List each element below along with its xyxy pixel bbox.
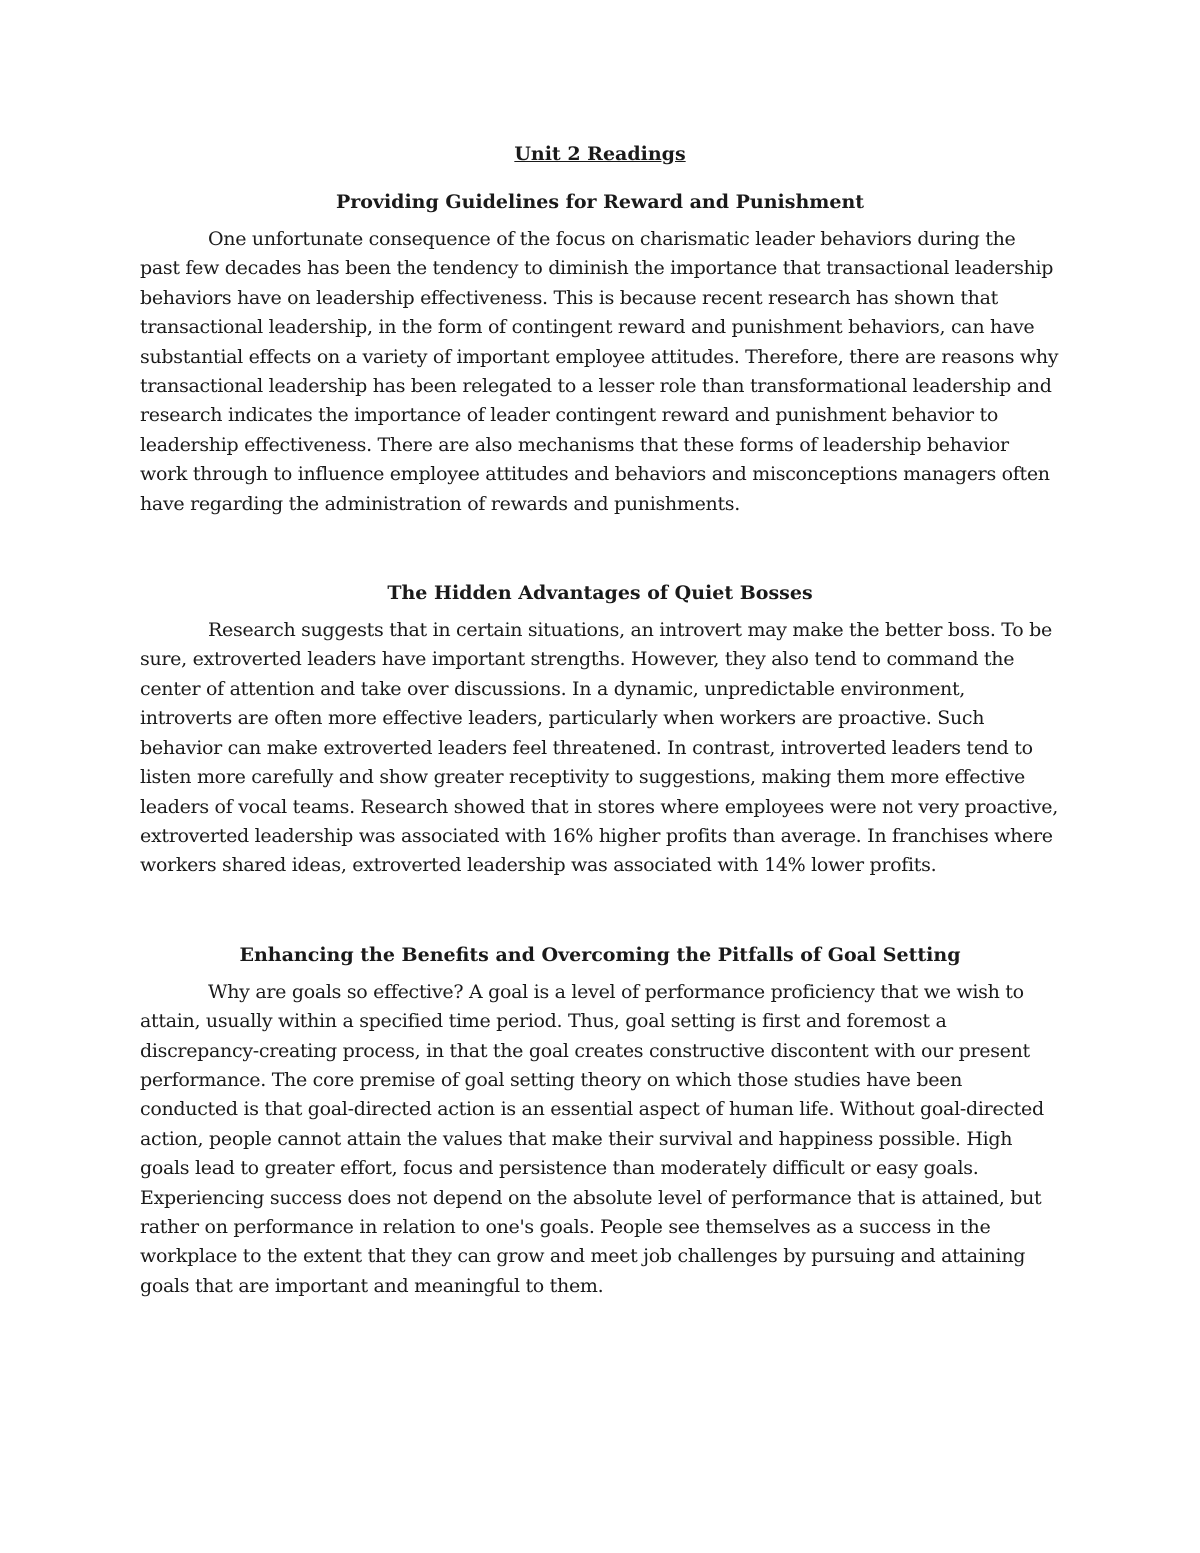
document-title: Unit 2 Readings [514,143,686,165]
section-heading: Enhancing the Benefits and Overcoming the Pitfalls of Goal Setting [239,943,961,966]
section-paragraph: Why are goals so effective? A goal is a level of performance proficiency that we wish to attain, usually within a specified time period. Thus, goal setting is first and foremost a discrepancy-creating process, in that the goal creates constructive discontent with our present performance. The core premise of goal setting theory on which those studies have been conducted is that goal-directed action is an essential aspect of human life. Without goal-directed action, people cannot attain the values that make their survival and happiness possible. High goals lead to greater effort, focus and persistence than moderately difficult or easy goals. Experiencing success does not depend on the absolute level of performance that is attained, but rather on performance in relation to one's goals. People see themselves as a success in the workplace to the extent that they can grow and meet job challenges by pursuing and attaining goals that are important and meaningful to them. [140,980,1044,1297]
section-goal-setting [140,941,1060,1301]
section-reward-punishment [140,188,1060,519]
document-content [140,140,1060,1301]
section-paragraph: Research suggests that in certain situations, an introvert may make the better boss. To be sure, extroverted leaders have important strengths. However, they also tend to command the center of attention and take over discussions. In a dynamic, unpredictable environment, introverts are often more effective leaders, particularly when workers are proactive. Such behavior can make extroverted leaders feel threatened. In contrast, introverted leaders tend to listen more carefully and show greater receptivity to suggestions, making them more effective leaders of vocal teams. Research showed that in stores where employees were not very proactive, extroverted leadership was associated with 16% higher profits than average. In franchises where workers shared ideas, extroverted leadership was associated with 14% lower profits. [140,619,1058,877]
section-paragraph: One unfortunate consequence of the focus on charismatic leader behaviors during the past few decades has been the tendency to diminish the importance that transactional leadership behaviors have on leadership effectiveness. This is because recent research has shown that transactional leadership, in the form of contingent reward and punishment behaviors, can have substantial effects on a variety of important employee attitudes. Therefore, there are reasons why transactional leadership has been relegated to a lesser role than transformational leadership and research indicates the importance of leader contingent reward and punishment behavior to leadership effectiveness. There are also mechanisms that these forms of leadership behavior work through to influence employee attitudes and behaviors and misconceptions managers often have regarding the administration of rewards and punishments. [140,228,1059,515]
section-heading: The Hidden Advantages of Quiet Bosses [387,582,813,605]
section-heading: Providing Guidelines for Reward and Punishment [335,191,865,213]
section-quiet-bosses [140,579,1060,881]
